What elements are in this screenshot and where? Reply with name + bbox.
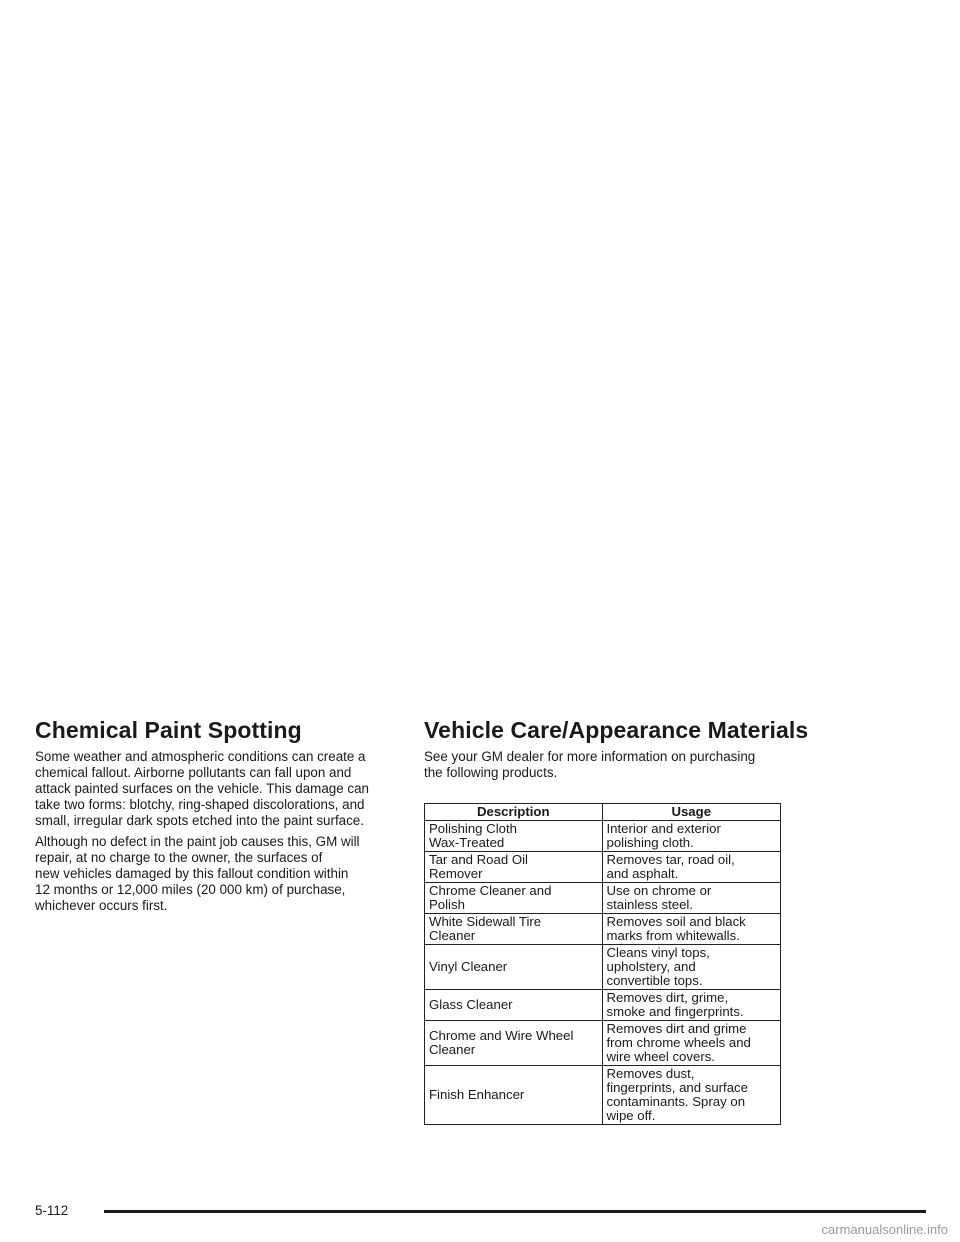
cell-line: wipe off. [606, 1108, 656, 1123]
column-header-description: Description [425, 804, 603, 821]
cell-usage [602, 852, 781, 883]
cell-usage [602, 1066, 781, 1125]
cell-line: Cleaner [429, 928, 476, 943]
cell-line: polishing cloth. [606, 835, 694, 850]
cell-description [425, 990, 603, 1021]
cell-line: White Sidewall Tire [429, 914, 542, 929]
table-row [425, 914, 781, 945]
cell-line: Vinyl Cleaner [429, 959, 508, 974]
cell-usage [602, 914, 781, 945]
cell-line: Polish [429, 897, 465, 912]
text-line: small, irregular dark spots etched into the paint surface. [35, 813, 364, 828]
cell-line: Removes dirt, grime, [606, 990, 729, 1005]
cell-usage [602, 1021, 781, 1066]
cell-line: Remover [429, 866, 483, 881]
column-header-usage: Usage [602, 804, 781, 821]
chemical-paint-paragraph-1 [35, 749, 395, 829]
cell-line: Use on chrome or [606, 883, 712, 898]
cell-description [425, 1066, 603, 1125]
cell-line: Removes dust, [606, 1066, 695, 1081]
cell-line: Chrome and Wire Wheel [429, 1028, 574, 1043]
text-line: 12 months or 12,000 miles (20 000 km) of purchase, [35, 882, 346, 897]
table-row [425, 1066, 781, 1125]
products-table-body [425, 821, 781, 1125]
table-row [425, 821, 781, 852]
page-number: 5-112 [35, 1203, 69, 1218]
cell-description [425, 914, 603, 945]
cell-line: upholstery, and [606, 959, 696, 974]
cell-line: Polishing Cloth [429, 821, 517, 836]
table-row [425, 852, 781, 883]
watermark-text: carmanualsonline.info [821, 1222, 948, 1237]
section-heading-chemical-paint-spotting: Chemical Paint Spotting [35, 717, 302, 743]
text-line: Some weather and atmospheric conditions can create a [35, 749, 366, 764]
cell-line: fingerprints, and surface [606, 1080, 748, 1095]
text-line: repair, at no charge to the owner, the surfaces of [35, 850, 323, 865]
cell-line: stainless steel. [606, 897, 693, 912]
cell-usage [602, 945, 781, 990]
text-line: attack painted surfaces on the vehicle. This damage can [35, 781, 369, 796]
table-header-row [425, 804, 781, 821]
text-line: chemical fallout. Airborne pollutants can fall upon and [35, 765, 352, 780]
text-line: See your GM dealer for more information on purchasing [424, 749, 756, 764]
cell-usage [602, 821, 781, 852]
cell-line: Cleaner [429, 1042, 476, 1057]
cell-usage [602, 883, 781, 914]
table-row [425, 883, 781, 914]
products-table [424, 803, 781, 1125]
section-heading-vehicle-care-materials: Vehicle Care/Appearance Materials [424, 717, 809, 743]
cell-line: Removes tar, road oil, [606, 852, 735, 867]
cell-line: smoke and fingerprints. [606, 1004, 744, 1019]
cell-line: contaminants. Spray on [606, 1094, 746, 1109]
cell-description [425, 1021, 603, 1066]
cell-line: Chrome Cleaner and [429, 883, 552, 898]
cell-description [425, 852, 603, 883]
cell-line: convertible tops. [606, 973, 703, 988]
text-line: the following products. [424, 765, 558, 780]
table-row [425, 945, 781, 990]
cell-line: Wax-Treated [429, 835, 505, 850]
cell-line: Cleans vinyl tops, [606, 945, 710, 960]
cell-line: wire wheel covers. [606, 1049, 715, 1064]
cell-line: and asphalt. [606, 866, 679, 881]
text-line: new vehicles damaged by this fallout condition within [35, 866, 349, 881]
chemical-paint-paragraph-2 [35, 834, 395, 914]
text-line: whichever occurs first. [35, 898, 168, 913]
cell-line: Interior and exterior [606, 821, 721, 836]
cell-line: Removes dirt and grime [606, 1021, 747, 1036]
vehicle-care-intro [424, 749, 784, 781]
cell-line: from chrome wheels and [606, 1035, 751, 1050]
text-line: Although no defect in the paint job causes this, GM will [35, 834, 360, 849]
cell-description [425, 821, 603, 852]
cell-line: Glass Cleaner [429, 997, 513, 1012]
text-line: take two forms: blotchy, ring-shaped discolorations, and [35, 797, 365, 812]
cell-line: marks from whitewalls. [606, 928, 740, 943]
cell-description [425, 945, 603, 990]
cell-description [425, 883, 603, 914]
cell-line: Removes soil and black [606, 914, 746, 929]
table-row [425, 990, 781, 1021]
table-row [425, 1021, 781, 1066]
cell-line: Finish Enhancer [429, 1087, 525, 1102]
cell-usage [602, 990, 781, 1021]
cell-line: Tar and Road Oil [429, 852, 528, 867]
footer-rule [104, 1210, 926, 1213]
